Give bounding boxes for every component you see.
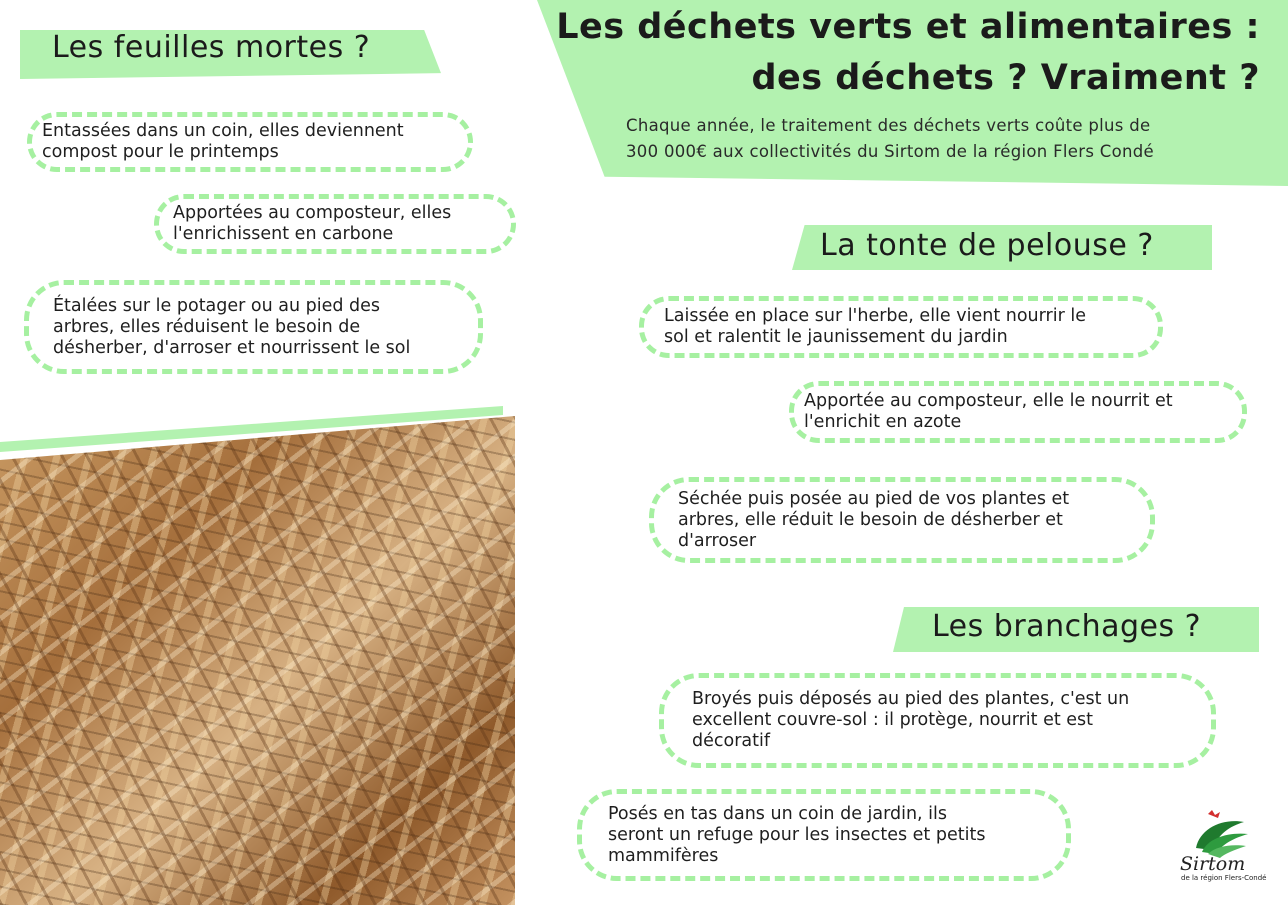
page-title-line-1: Les déchets verts et alimentaires :	[556, 7, 1260, 47]
pelouse-item-2-text	[804, 391, 1173, 433]
branchages-item-2-text	[608, 804, 985, 867]
text-line: Apportées au composteur, elles	[173, 203, 452, 223]
wood-chips-photo	[0, 416, 515, 905]
text-line: seront un refuge pour les insectes et petits	[608, 824, 986, 845]
pelouse-item-3	[649, 477, 1155, 563]
text-line: l'enrichit en azote	[804, 412, 962, 432]
pelouse-heading: La tonte de pelouse ?	[820, 228, 1154, 263]
pelouse-item-3-text	[678, 489, 1069, 552]
text-line: Apportée au composteur, elle le nourrit et	[804, 391, 1173, 411]
logo-name: Sirtom	[1180, 853, 1246, 875]
text-line: Broyés puis déposés au pied des plantes, c'est un	[692, 689, 1130, 709]
text-line: sol et ralentit le jaunissement du jardin	[664, 327, 1008, 347]
page-title-line-2: des déchets ? Vraiment ?	[751, 57, 1260, 98]
feuilles-item-3	[24, 280, 483, 374]
branchages-item-1	[659, 673, 1216, 768]
pelouse-item-2	[789, 381, 1247, 443]
branchages-item-1-text	[692, 689, 1129, 752]
feuilles-item-3-text	[53, 296, 410, 359]
text-line: arbres, elles réduisent le besoin de	[53, 316, 361, 337]
text-line: Posés en tas dans un coin de jardin, ils	[608, 803, 948, 824]
subtitle-line-2: 300 000€ aux collectivités du Sirtom de la région Flers Condé	[626, 142, 1154, 162]
text-line: excellent couvre-sol : il protège, nourrit et est	[692, 710, 1094, 730]
logo-subtitle: de la région Flers-Condé	[1181, 874, 1267, 882]
text-line: Étalées sur le potager ou au pied des	[53, 295, 381, 316]
text-line: Entassées dans un coin, elles deviennent	[42, 121, 404, 141]
text-line: arbres, elle réduit le besoin de désherber et	[678, 509, 1063, 530]
feuilles-item-1-text	[42, 121, 404, 163]
feuilles-item-2-text	[173, 203, 451, 245]
text-line: l'enrichissent en carbone	[173, 224, 394, 244]
text-line: compost pour le printemps	[42, 142, 279, 162]
subtitle	[626, 113, 1154, 166]
text-line: désherber, d'arroser et nourrissent le sol	[53, 337, 411, 358]
pelouse-item-1-text	[664, 306, 1086, 348]
text-line: décoratif	[692, 731, 771, 751]
pelouse-item-1	[639, 296, 1163, 358]
feuilles-heading: Les feuilles mortes ?	[52, 30, 371, 65]
subtitle-line-1: Chaque année, le traitement des déchets verts coûte plus de	[626, 116, 1151, 135]
page-title	[556, 2, 1260, 104]
text-line: Séchée puis posée au pied de vos plantes et	[678, 488, 1070, 509]
text-line: d'arroser	[678, 530, 757, 551]
branchages-item-2	[577, 789, 1071, 881]
text-line: Laissée en place sur l'herbe, elle vient nourrir le	[664, 306, 1086, 326]
feuilles-item-2	[154, 194, 516, 254]
text-line: mammifères	[608, 845, 719, 866]
branchages-heading: Les branchages ?	[932, 609, 1202, 644]
feuilles-item-1	[27, 112, 473, 172]
